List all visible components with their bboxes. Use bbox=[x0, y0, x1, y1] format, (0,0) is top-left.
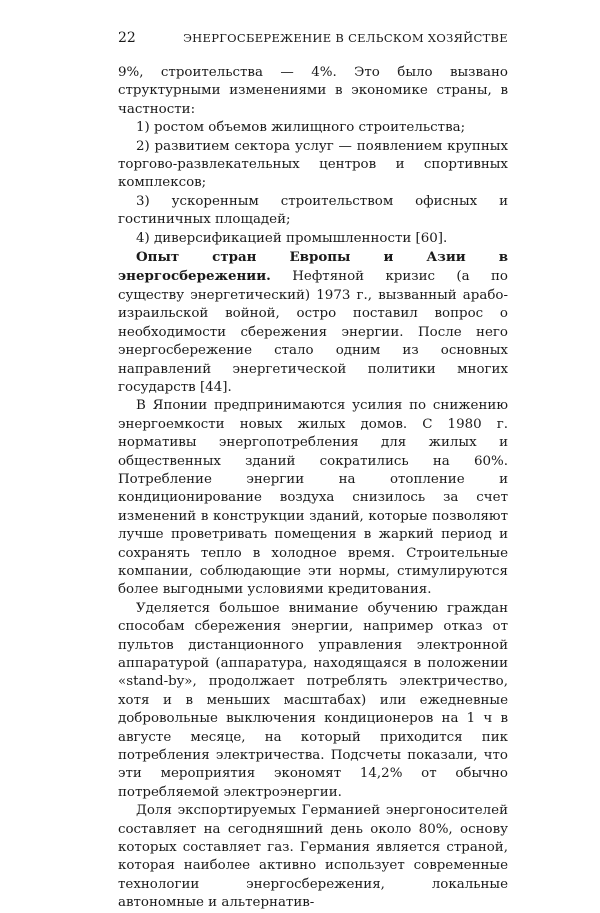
paragraph-germany: Доля экспортируемых Германией энергоносителей составляет на сегодняшний день около 80%, основу которых составляет газ. Германия является страной, которая наиболее активно использует современные технологии энергосбережения, локальные автономные и альтернатив- bbox=[118, 803, 508, 911]
running-header bbox=[118, 30, 508, 46]
section-paragraph bbox=[118, 248, 508, 397]
list-item: 3) ускоренным строительством офисных и гостиничных площадей; bbox=[118, 193, 508, 228]
page-number: 22 bbox=[118, 30, 136, 46]
list-item: 4) диверсификацией промышленности [60]. bbox=[136, 230, 448, 246]
list-item: 2) развитием сектора услуг — появлением крупных торгово-развлекательных центров и спортивных комплексов; bbox=[118, 138, 508, 191]
page-body bbox=[118, 64, 508, 913]
section-heading: Опыт стран Европы и Азии в энергосбережении. bbox=[118, 249, 508, 285]
section-text: Нефтяной кризис (а по существу энергетический) 1973 г., вызванный арабо-израильской войной, остро поставил вопрос о необходимости сбережения энергии. После него энергосбережение стало одним из основных направлений энергетической политики многих государств [44]. bbox=[118, 269, 508, 395]
running-title: ЭНЕРГОСБЕРЕЖЕНИЕ В СЕЛЬСКОМ ХОЗЯЙСТВЕ bbox=[183, 31, 508, 45]
list-item: 1) ростом объемов жилищного строительства; bbox=[136, 120, 466, 136]
paragraph-japan: В Японии предпринимаются усилия по снижению энергоемкости новых жилых домов. С 1980 г. нормативы энергопотребления для жилых и общественных зданий сократились на 60%. Потребление энергии на отопление и кондиционирование воздуха снизилось за счет изменений в конструкции зданий, которые позволяют лучше проветривать помещения в жаркий период и сохранять тепло в холодное время. Строительные компании, соблюдающие эти нормы, стимулируются более выгодными условиями кредитования. bbox=[118, 398, 508, 598]
paragraph-training: Уделяется большое внимание обучению граждан способам сбережения энергии, например отказ от пультов дистанционного управления электронной аппаратурой (аппаратура, находящаяся в положении «stand-by», продолжает потреблять электричество, хотя и в меньших масштабах) или ежедневные добровольные выключения кондиционеров на 1 ч в августе месяце, на который приходится пик потребления электричества. Подсчеты показали, что эти мероприятия экономят 14,2% от обычно потребляемой электроэнергии. bbox=[118, 600, 508, 800]
paragraph-continuation: 9%, строительства — 4%. Это было вызвано структурными изменениями в экономике страны, в частности: bbox=[118, 65, 508, 117]
